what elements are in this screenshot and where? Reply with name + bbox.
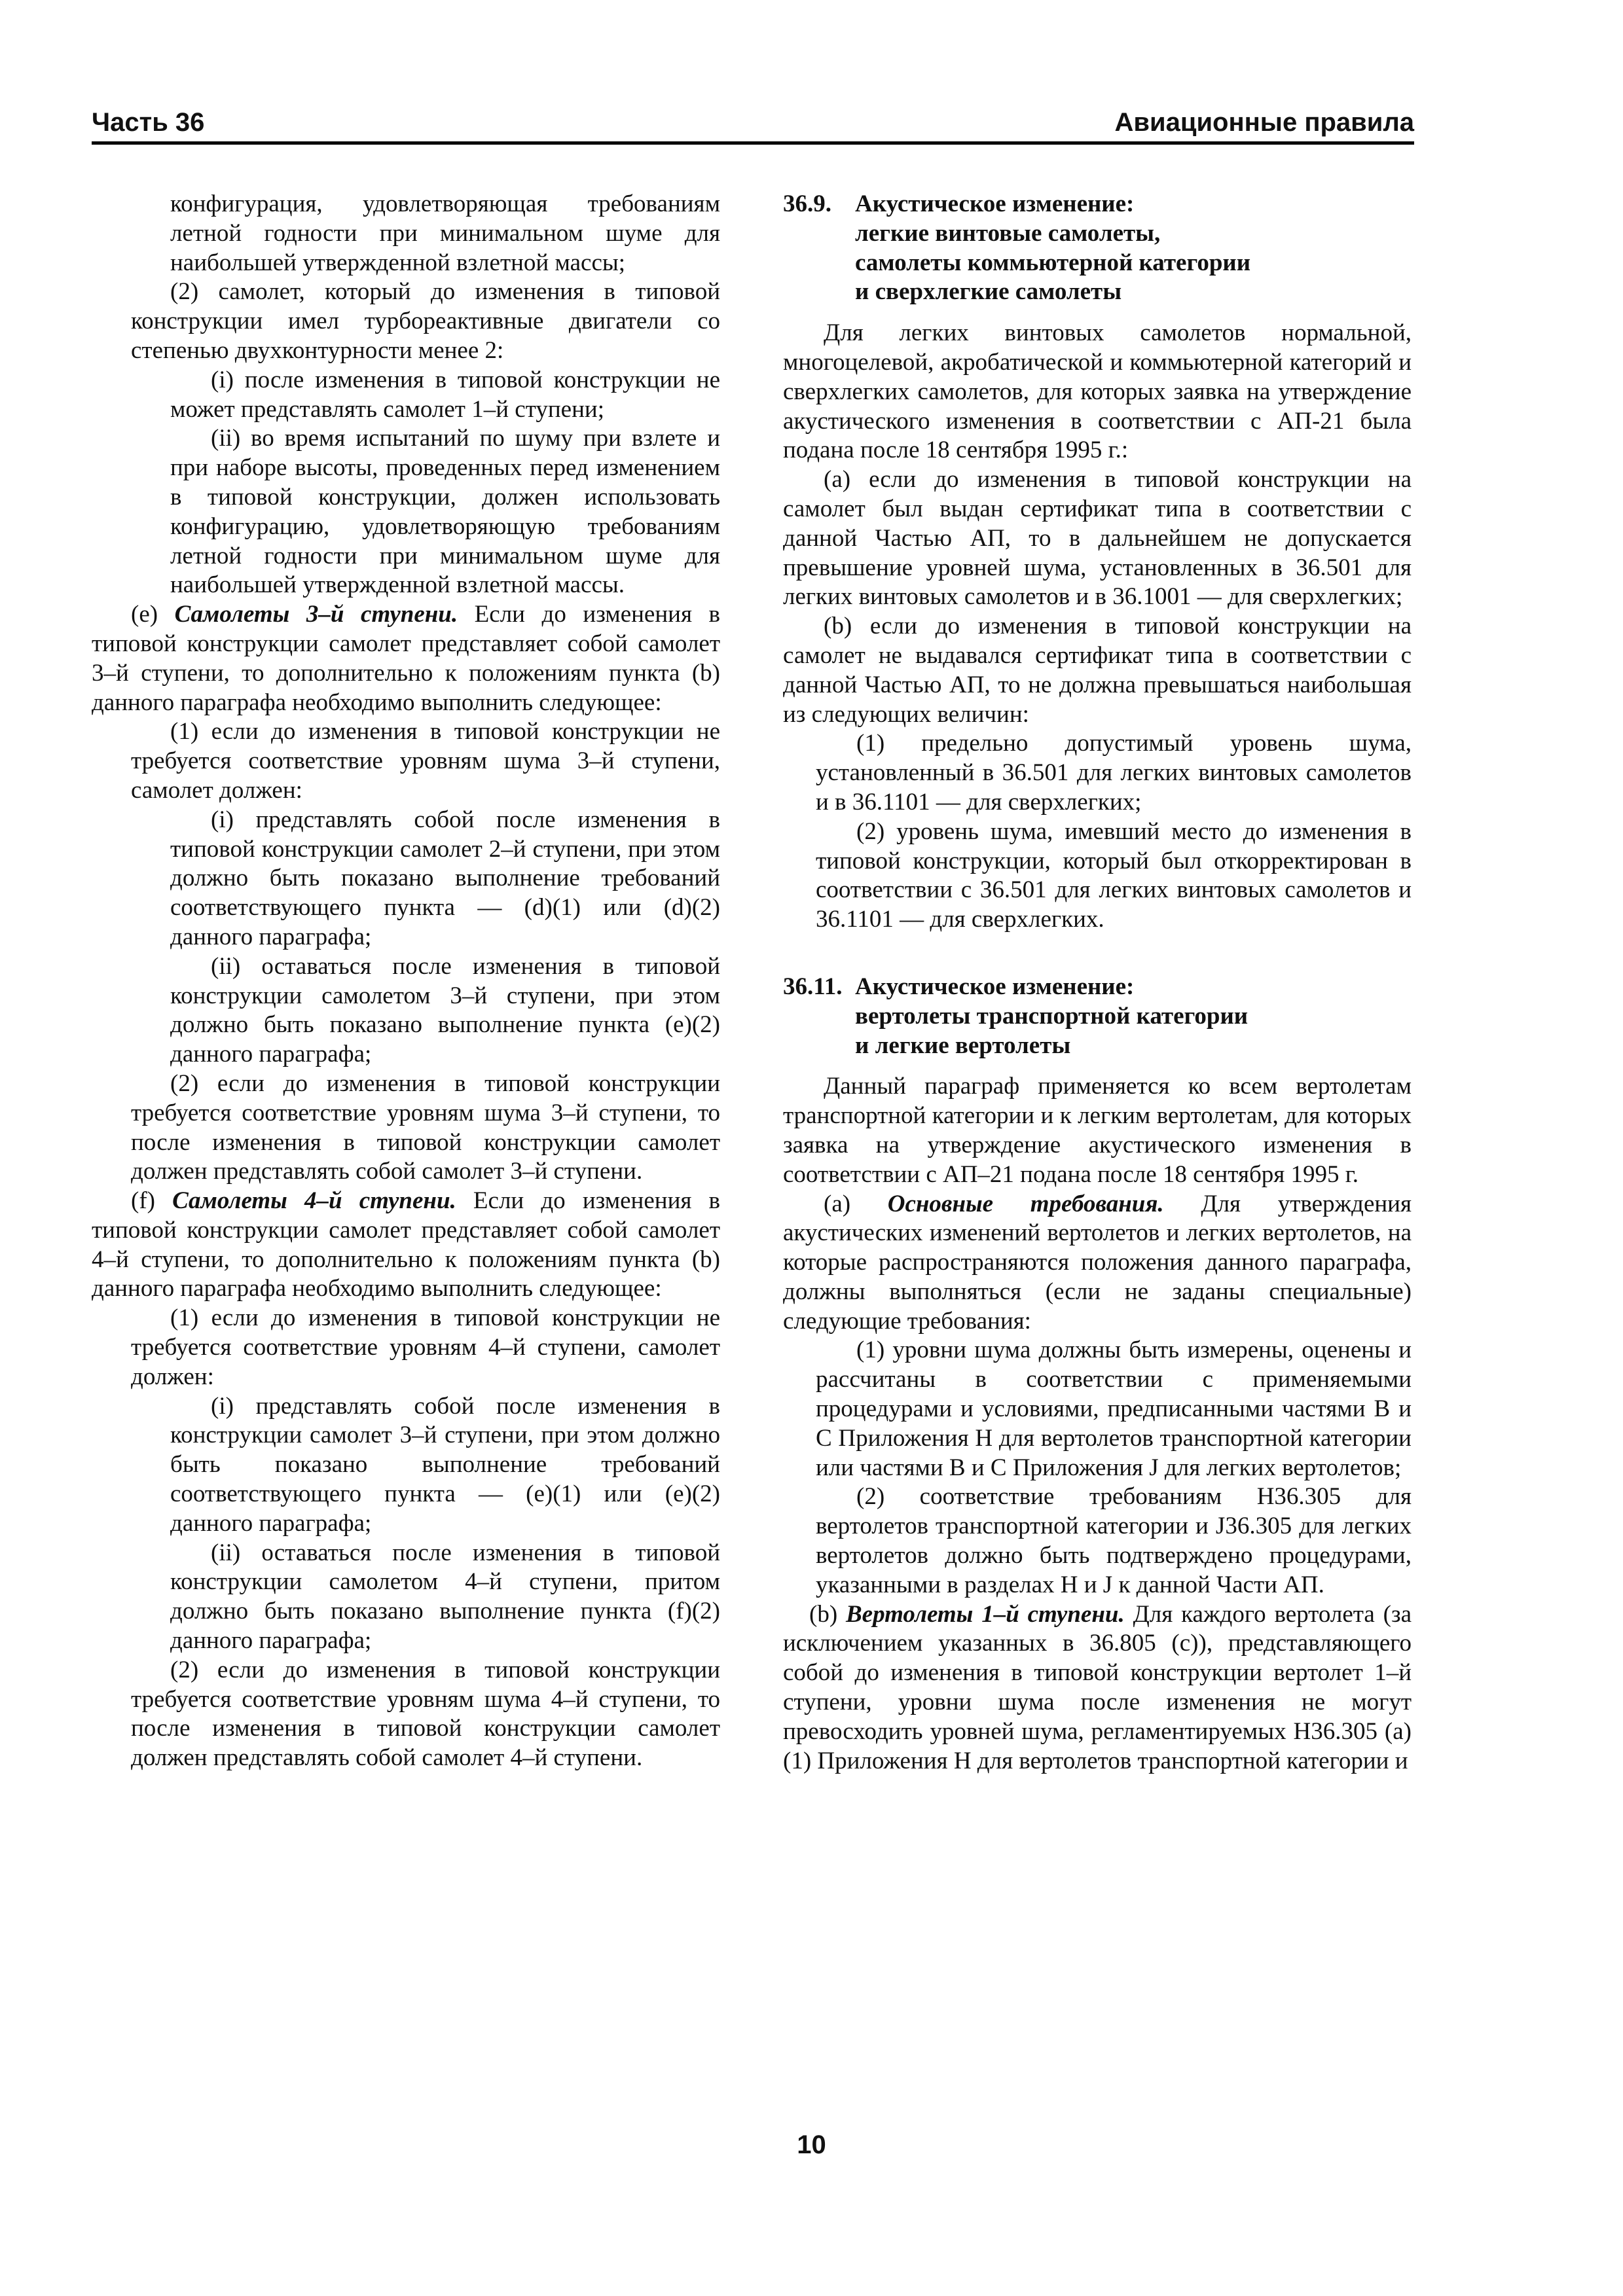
section-title-line: и легкие вертолеты [855, 1031, 1071, 1059]
paragraph-text: Если до изменения в типовой конструкции самолет представляет собой самолет 3–й ступени, то дополнительно к положениям пункта (b) данного параграфа необходимо выполнить следующее: [92, 601, 720, 716]
paragraph: (ii) во время испытаний по шуму при взлете и при наборе высоты, проведенных перед изменением в типовой конструкции, должен использовать конфигурацию, удовлетворяющую требованиям летной годности при минимальном шуме для наибольшей утвержденной взлетной массы. [170, 425, 720, 599]
paragraph-a [783, 1190, 1412, 1336]
section-title-line: Акустическое изменение: [855, 973, 1135, 1000]
subheading-basic-requirements: Основные требования. [887, 1190, 1164, 1217]
item-label: (f) [131, 1187, 173, 1215]
running-header [92, 106, 1414, 139]
paragraph: Для легких винтовых самолетов нормальной, многоцелевой, акробатической и коммьютерной категорий и сверхлегких самолетов, для которых заявка на утверждение акустического изменения в соответствии с АП-21 была подана после 18 сентября 1995 г.: [783, 319, 1412, 464]
right-column [783, 190, 1412, 1776]
paragraph: (1) уровни шума должны быть измерены, оценены и рассчитаны в соответствии с применяемыми процедурами и условиями, предписанными частями B и C Приложения H для вертолетов транспортной категории или частями B и C Приложения J для легких вертолетов; [816, 1336, 1412, 1481]
paragraph: (i) представлять собой после изменения в типовой конструкции самолет 2–й ступени, при этом должно быть показано выполнение требований соответствующего пункта — (d)(1) или (d)(2) данного параграфа; [170, 806, 720, 950]
paragraph-text: Если до изменения в типовой конструкции самолет представляет собой самолет 4–й ступени, то дополнительно к положениям пункта (b) данного параграфа необходимо выполнить следующее: [92, 1187, 720, 1302]
paragraph-e [92, 600, 720, 717]
paragraph: (b) если до изменения в типовой конструкции на самолет не выдавался сертификат типа в соответствии с данной Частью АП, то не должна превышаться наибольшая из следующих величин: [783, 613, 1412, 728]
section-title-line: самолеты коммьютерной категории [855, 249, 1251, 276]
paragraph: (ii) оставаться после изменения в типовой конструкции самолетом 3–й ступени, при этом должно быть показано выполнение пункта (e)(2) данного параграфа; [170, 952, 720, 1068]
section-number: 36.11. [783, 973, 843, 1000]
item-label: (e) [131, 601, 175, 628]
section-title [855, 190, 1412, 307]
item-label: (b) [809, 1600, 846, 1628]
paragraph: (1) если до изменения в типовой конструкции не требуется соответствие уровням 4–й ступени, самолет должен: [131, 1304, 720, 1390]
section-heading-36-9 [783, 190, 1412, 307]
paragraph: (2) самолет, который до изменения в типовой конструкции имел турбореактивные двигатели со степенью двухконтурности менее 2: [131, 278, 720, 364]
header-part-label: Часть 36 [92, 108, 205, 137]
section-heading-36-11 [783, 973, 1412, 1060]
subheading-stage4: Самолеты 4–й ступени. [172, 1187, 456, 1215]
paragraph: (1) предельно допустимый уровень шума, установленный в 36.501 для легких винтовых самолетов и в 36.1101 — для сверхлегких; [816, 730, 1412, 816]
paragraph: (ii) оставаться после изменения в типовой конструкции самолетом 4–й ступени, притом должно быть показано выполнение пункта (f)(2) данного параграфа; [170, 1539, 720, 1655]
paragraph-text: Для утверждения акустических изменений вертолетов и легких вертолетов, на которые распространяются положения данного параграфа, должны выполняться (если не заданы специальные) следующие требования: [783, 1190, 1412, 1335]
section-number: 36.9. [783, 190, 831, 217]
paragraph: конфигурация, удовлетворяющая требованиям летной годности при минимальном шуме для наибольшей утвержденной взлетной массы; [170, 190, 720, 276]
paragraph: (1) если до изменения в типовой конструкции не требуется соответствие уровням шума 3–й ступени, самолет должен: [131, 718, 720, 804]
paragraph: (2) уровень шума, имевший место до изменения в типовой конструкции, который был откорректирован в соответствии с 36.501 для легких винтовых самолетов и 36.1101 — для сверхлегких. [816, 817, 1412, 933]
paragraph: (2) соответствие требованиям H36.305 для вертолетов транспортной категории и J36.305 для легких вертолетов должно быть подтверждено процедурами, указанными в разделах H и J к данной Части АП. [816, 1483, 1412, 1598]
section-title-line: легкие винтовые самолеты, [855, 219, 1161, 247]
paragraph: (i) после изменения в типовой конструкции не может представлять самолет 1–й ступени; [170, 366, 720, 423]
item-label: (a) [824, 1190, 888, 1217]
paragraph: (2) если до изменения в типовой конструкции требуется соответствие уровням шума 3–й ступени, то после изменения в типовой конструкции самолет должен представлять собой самолет 3–й ступени. [131, 1069, 720, 1185]
subheading-stage1-helicopters: Вертолеты 1–й ступени. [846, 1600, 1125, 1628]
paragraph-b [783, 1600, 1412, 1776]
section-title-line: вертолеты транспортной категории [855, 1002, 1249, 1030]
section-title-line: Акустическое изменение: [855, 190, 1135, 217]
paragraph: Данный параграф применяется ко всем вертолетам транспортной категории и к легким вертолетам, для которых заявка на утверждение акустического изменения в соответствии с АП–21 подана после 18 сентября 1995 г. [783, 1073, 1412, 1188]
paragraph: (a) если до изменения в типовой конструкции на самолет был выдан сертификат типа в соответствии с данной Частью АП, то в дальнейшем не допускается превышение уровней шума, установленных в 36.501 для легких винтовых самолетов и в 36.1001 — для сверхлегких; [783, 466, 1412, 611]
paragraph: (i) представлять собой после изменения в конструкции самолет 3–й ступени, при этом должно быть показано выполнение требований соответствующего пункта — (e)(1) или (e)(2) данного параграфа; [170, 1392, 720, 1537]
page-number: 10 [797, 2130, 826, 2159]
paragraph: (2) если до изменения в типовой конструкции требуется соответствие уровням шума 4–й ступени, то после изменения в типовой конструкции самолет должен представлять собой самолет 4–й ступени. [131, 1656, 720, 1772]
paragraph-f [92, 1187, 720, 1304]
left-column [92, 190, 720, 1773]
header-rule [92, 141, 1414, 145]
section-title-line: и сверхлегкие самолеты [855, 278, 1122, 306]
subheading-stage3: Самолеты 3–й ступени. [174, 601, 458, 628]
paragraph-text: Для каждого вертолета (за исключением указанных в 36.805 (с)), представляющего собой до изменения в типовой конструкции вертолет 1–й ступени, уровни шума после изменения не могут превосходить уровней шума, регламентируемых H36.305 (a)(1) Приложения H для вертолетов транспортной категории и [783, 1600, 1412, 1774]
header-document-title: Авиационные правила [1114, 108, 1414, 137]
section-title [855, 973, 1412, 1060]
